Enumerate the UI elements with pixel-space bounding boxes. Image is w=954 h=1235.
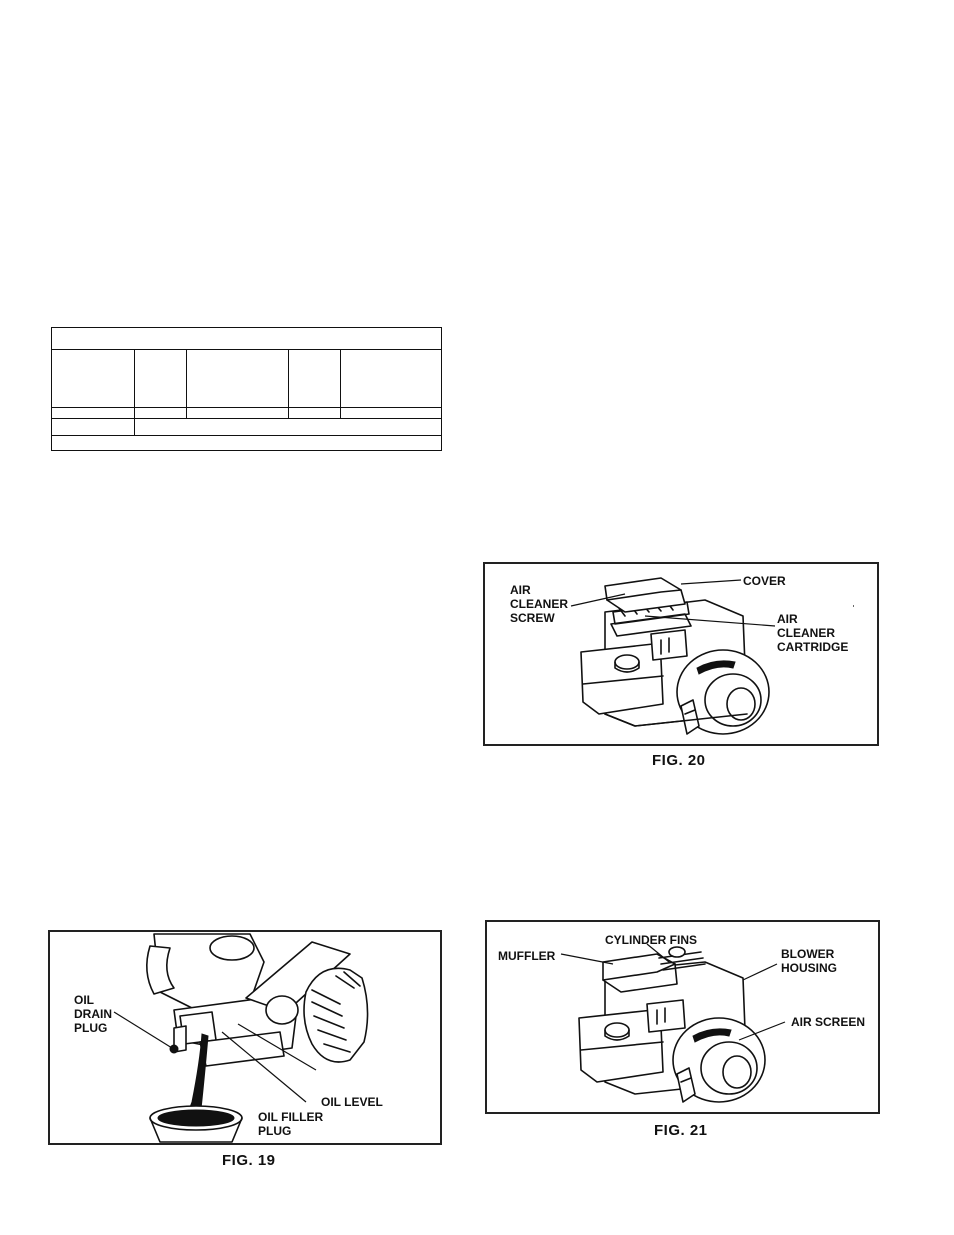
label-air-cleaner-cartridge: AIR CLEANER CARTRIDGE <box>777 612 849 654</box>
figure-19 <box>48 930 442 1145</box>
oil-drain-illustration <box>50 932 444 1147</box>
table-rule <box>52 418 441 419</box>
table-rule <box>52 407 441 408</box>
figure-21 <box>485 920 880 1114</box>
label-air-screen: AIR SCREEN <box>791 1015 866 1029</box>
label-air-cleaner-screw: AIR CLEANER SCREW <box>510 583 569 625</box>
figure-21-caption: FIG. 21 <box>654 1122 708 1139</box>
figure-19-caption: FIG. 19 <box>222 1152 276 1169</box>
label-oil-level: OIL LEVEL <box>321 1095 383 1109</box>
table-column-rule <box>288 349 289 418</box>
label-muffler: MUFFLER <box>498 949 556 963</box>
table-column-rule <box>134 349 135 435</box>
label-oil-drain-plug: OIL DRAIN PLUG <box>74 993 112 1035</box>
spec-table <box>51 327 442 451</box>
table-rule <box>52 435 441 436</box>
table-column-rule <box>340 349 341 418</box>
label-cover: COVER <box>743 574 786 588</box>
table-column-rule <box>186 349 187 418</box>
figure-20-caption: FIG. 20 <box>652 752 706 769</box>
table-rule <box>52 349 441 350</box>
figure-20 <box>483 562 879 746</box>
label-cylinder-fins: CYLINDER FINS <box>605 933 698 947</box>
label-blower-housing: BLOWER HOUSING <box>781 947 838 975</box>
label-oil-filler-plug: OIL FILLER PLUG <box>258 1110 324 1138</box>
